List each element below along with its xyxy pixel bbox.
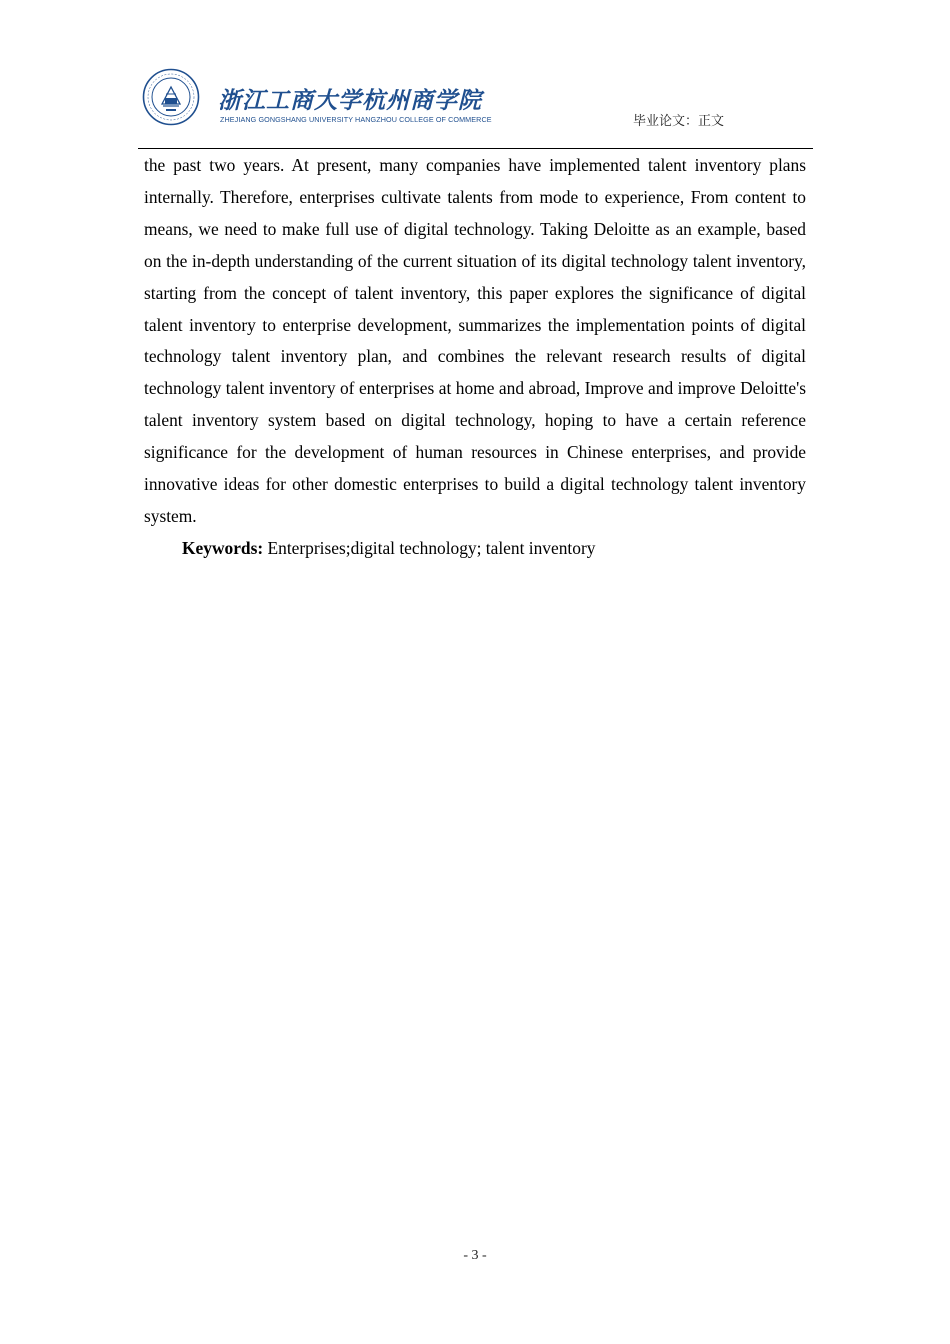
- abstract-body: [144, 150, 806, 565]
- university-name-en: ZHEJIANG GONGSHANG UNIVERSITY HANGZHOU COLLEGE OF COMMERCE: [220, 115, 492, 124]
- page-number: - 3 -: [463, 1248, 487, 1263]
- university-seal-icon: [142, 68, 200, 126]
- university-logo: [218, 82, 518, 130]
- header-divider: [138, 148, 813, 149]
- university-name-cn: 浙江工商大学杭州商学院: [218, 88, 482, 114]
- keywords-value: Enterprises;digital technology; talent inventory: [263, 537, 596, 558]
- abstract-paragraph: the past two years. At present, many companies have implemented talent inventory plans internally. Therefore, enterprises cultivate talents from mode to experience, From content to means, we need to make full use of digital technology. Taking Deloitte as an example, based on the in-depth understanding of the current situation of its digital technology talent inventory, starting from the concept of talent inventory, this paper explores the significance of digital talent inventory to enterprise development, summarizes the implementation points of digital technology talent inventory plan, and combines the relevant research results of digital technology talent inventory of enterprises at home and abroad, Improve and improve Deloitte's talent inventory system based on digital technology, hoping to have a certain reference significance for the development of human resources in Chinese enterprises, and provide innovative ideas for other domestic enterprises to build a digital technology talent inventory system.: [144, 155, 806, 526]
- section-label: 毕业论文：正文: [632, 114, 724, 129]
- keywords-line: [144, 533, 806, 565]
- page-header: [138, 62, 813, 148]
- keywords-label: Keywords:: [182, 537, 264, 558]
